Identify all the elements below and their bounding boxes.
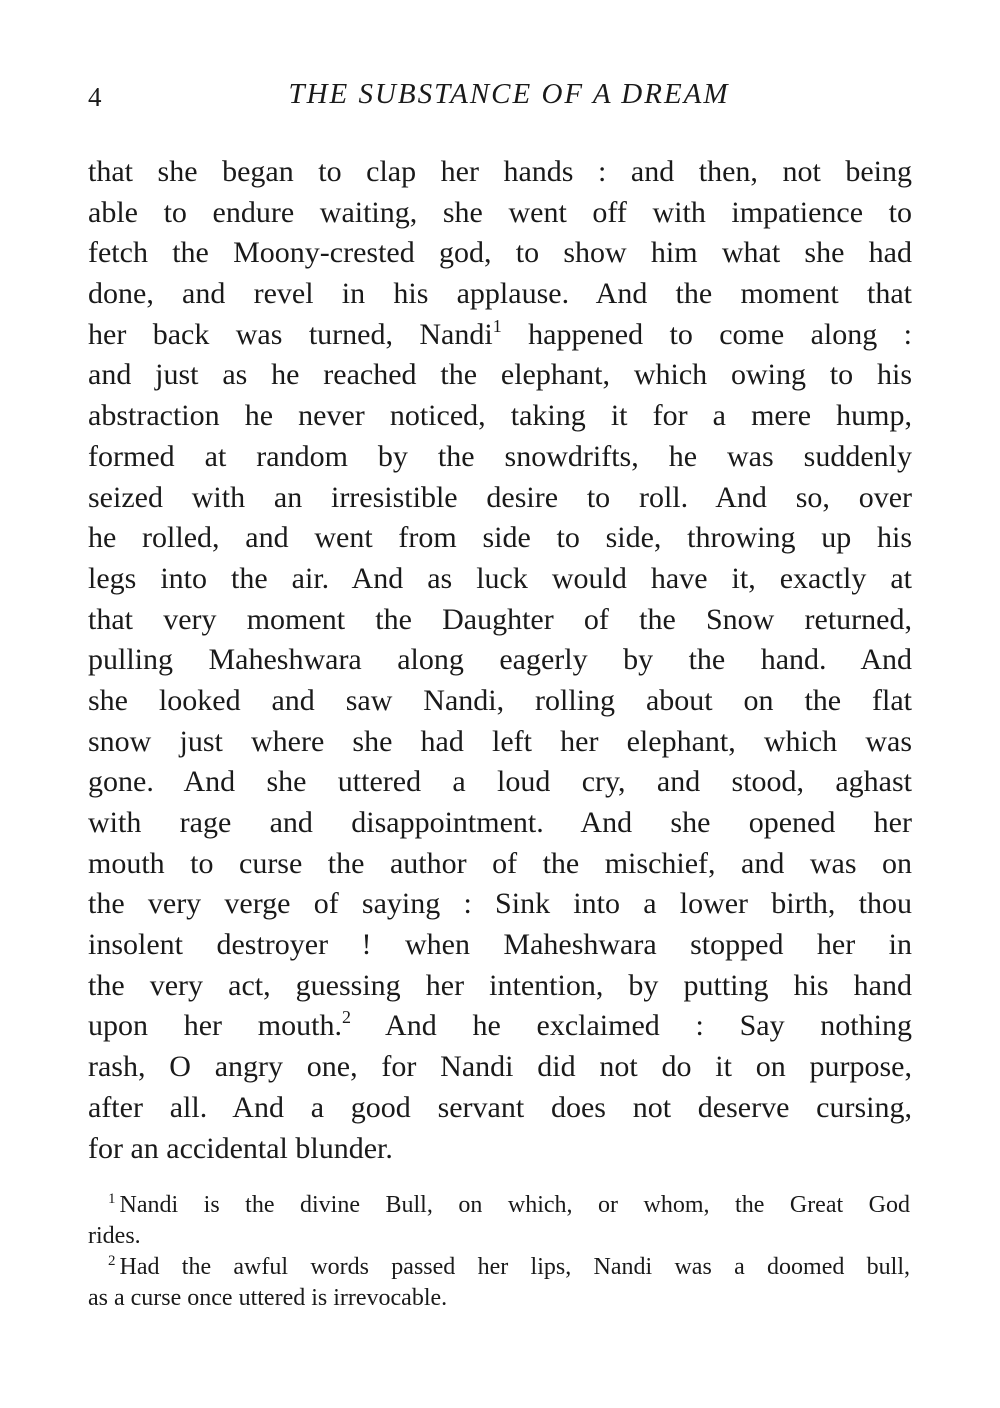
footnote-line: rides. [88,1223,141,1249]
text-line: he rolled, and went from side to side, throwing up his [88,521,912,555]
text-segment: upon her mouth. [88,1009,342,1043]
text-line: after all. And a good servant does not deserve cursing, [88,1090,912,1124]
footnote-text: Had the awful words passed her lips, Nandi was a doomed bull, [119,1254,910,1280]
page-number: 4 [88,82,102,112]
text-line [88,315,912,356]
footnotes [88,1190,910,1314]
text-line: that very moment the Daughter of the Snow returned, [88,602,912,636]
text-line: the very act, guessing her intention, by putting his hand [88,968,912,1002]
text-segment: happened to come along : [528,317,913,351]
footnote-mark: 2 [108,1253,116,1269]
text-line: with rage and disappointment. And she opened her [88,806,912,839]
text-line: able to endure waiting, she went off with impatience to [88,195,912,229]
text-line: seized with an irresistible desire to roll. And so, over [88,480,912,514]
text-line: snow just where she had left her elephant, which was [88,724,912,758]
footnote-line: as a curse once uttered is irrevocable. [88,1285,448,1311]
page-header [88,78,910,118]
footnote-line [88,1252,910,1283]
text-line: rash, O angry one, for Nandi did not do it on purpose, [88,1050,912,1084]
footnote-text: Nandi is the divine Bull, on which, or whom, the Great God [119,1192,910,1218]
text-line: that she began to clap her hands : and then, not being [88,155,912,188]
text-line: fetch the Moony-crested god, to show him what she had [88,236,912,270]
footnote-reference-1: 1 [492,315,502,336]
text-segment: her back was turned, Nandi [88,317,493,351]
text-line: abstraction he never noticed, taking it for a mere hump, [88,399,912,433]
footnote-mark: 1 [108,1191,116,1207]
text-segment: And he exclaimed : Say nothing [385,1009,912,1043]
text-line [88,1006,912,1047]
text-line: pulling Maheshwara along eagerly by the hand. And [88,643,912,677]
footnote-2 [88,1252,910,1314]
text-line: gone. And she uttered a loud cry, and stood, aghast [88,765,912,799]
text-line: done, and revel in his applause. And the moment that [88,277,912,311]
text-line: mouth to curse the author of the mischief, and was on [88,846,912,880]
body-text [88,152,912,1169]
text-line: insolent destroyer ! when Maheshwara stopped her in [88,928,912,962]
text-line: she looked and saw Nandi, rolling about on the flat [88,683,912,717]
text-line: for an accidental blunder. [88,1131,393,1165]
text-line: the very verge of saying : Sink into a lower birth, thou [88,887,912,921]
footnote-1 [88,1190,910,1252]
footnote-line [88,1190,910,1221]
running-title: THE SUBSTANCE OF A DREAM [288,78,730,110]
text-line: and just as he reached the elephant, which owing to his [88,358,912,392]
text-line: formed at random by the snowdrifts, he was suddenly [88,439,912,473]
text-line: legs into the air. And as luck would have it, exactly at [88,561,912,595]
footnote-reference-2: 2 [341,1007,351,1028]
